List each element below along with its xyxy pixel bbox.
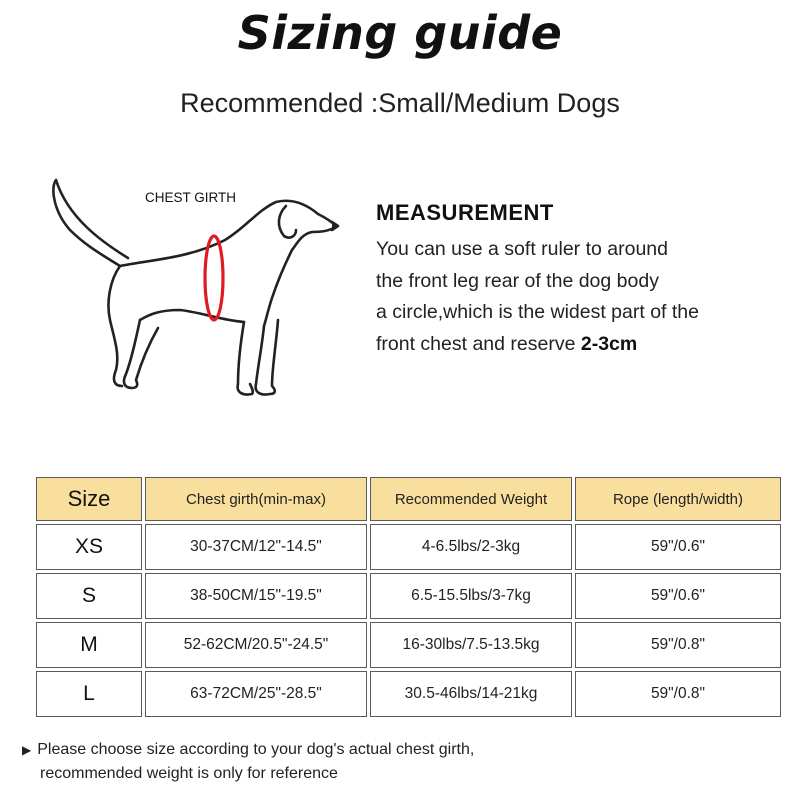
size-cell: L xyxy=(36,671,142,717)
rope-cell: 59"/0.8" xyxy=(575,622,781,668)
measurement-heading: MEASUREMENT xyxy=(376,200,554,225)
chest-cell: 63-72CM/25"-28.5" xyxy=(145,671,367,717)
page-subtitle: Recommended :Small/Medium Dogs xyxy=(180,88,620,118)
size-cell: S xyxy=(36,573,142,619)
chest-cell: 38-50CM/15"-19.5" xyxy=(145,573,367,619)
table-row xyxy=(36,671,781,717)
note-line-1: Please choose size according to your dog's actual chest girth, xyxy=(37,741,475,758)
measurement-line-last xyxy=(376,329,776,361)
measurement-line-prefix: front chest and reserve xyxy=(376,332,581,355)
table-row xyxy=(36,622,781,668)
note-line-2: recommended weight is only for reference xyxy=(40,765,338,782)
measurement-line: a circle,which is the widest part of the xyxy=(376,301,699,323)
chest-cell: 30-37CM/12"-14.5" xyxy=(145,524,367,570)
size-cell: M xyxy=(36,622,142,668)
page-title: Sizing guide xyxy=(237,6,563,60)
chest-girth-label: CHEST GIRTH xyxy=(145,190,237,205)
chest-cell: 52-62CM/20.5"-24.5" xyxy=(145,622,367,668)
measurement-line: You can use a soft ruler to around xyxy=(376,238,668,260)
dog-outline-icon xyxy=(40,170,360,410)
table-header-row xyxy=(36,477,781,521)
header-chest-girth: Chest girth(min-max) xyxy=(145,477,367,521)
measurement-section xyxy=(376,200,776,360)
table-row xyxy=(36,524,781,570)
rope-cell: 59"/0.6" xyxy=(575,524,781,570)
size-table xyxy=(33,474,784,720)
measurement-line: the front leg rear of the dog body xyxy=(376,269,659,292)
weight-cell: 16-30lbs/7.5-13.5kg xyxy=(370,622,572,668)
header-weight: Recommended Weight xyxy=(370,477,572,521)
table-row xyxy=(36,573,781,619)
weight-cell: 6.5-15.5lbs/3-7kg xyxy=(370,573,572,619)
triangle-right-icon: ▶ xyxy=(22,743,32,757)
header-size: Size xyxy=(36,477,142,521)
size-cell: XS xyxy=(36,524,142,570)
weight-cell: 30.5-46lbs/14-21kg xyxy=(370,671,572,717)
header-rope: Rope (length/width) xyxy=(575,477,781,521)
rope-cell: 59"/0.8" xyxy=(575,671,781,717)
size-note xyxy=(22,738,782,786)
weight-cell: 4-6.5lbs/2-3kg xyxy=(370,524,572,570)
rope-cell: 59"/0.6" xyxy=(575,573,781,619)
reserve-amount: 2-3cm xyxy=(580,332,638,355)
